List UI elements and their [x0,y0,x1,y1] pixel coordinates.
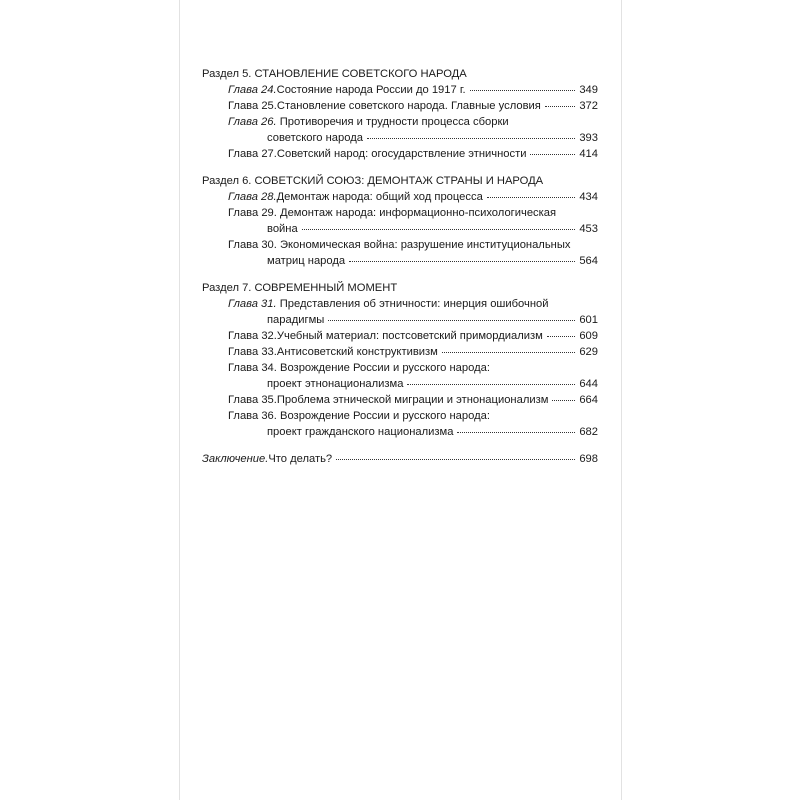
page-number: 682 [579,426,598,438]
chapter-label: Глава 29. [228,207,277,219]
page-number: 393 [579,132,598,144]
chapter-title: Возрождение России и русского народа: [280,410,490,422]
toc-entry [202,344,598,360]
toc-entry [202,98,598,114]
page-number: 372 [579,100,598,112]
chapter-title: Демонтаж народа: общий ход процесса [276,191,483,203]
toc-entry [202,237,598,269]
entry-line [228,237,598,253]
section-title: Раздел 5. СТАНОВЛЕНИЕ СОВЕТСКОГО НАРОДА [202,68,467,80]
chapter-title: проект этнонационализма [267,378,404,390]
entry-line [228,82,598,98]
chapter-title: Антисоветский конструктивизм [276,346,438,358]
chapter-title: Учебный материал: постсоветский примордиализм [276,330,543,342]
chapter-label: Глава 36. [228,410,277,422]
entry-line [228,392,598,408]
page-number: 698 [579,453,598,465]
chapter-label: Глава 26. [228,116,277,128]
entry-line [228,221,598,237]
chapter-label: Глава 28. [228,191,277,203]
page-number: 609 [579,330,598,342]
entry-line [228,312,598,328]
chapter-title: Демонтаж народа: информационно-психологическая [280,207,557,219]
chapter-label: Глава 35. [228,394,277,406]
dot-leader [442,351,575,353]
entry-line [228,146,598,162]
chapter-title: проект гражданского национализма [267,426,454,438]
entry-line [228,424,598,440]
dot-leader [552,399,575,401]
chapter-label: Глава 24. [228,84,277,96]
toc-entry [202,114,598,146]
page-number: 564 [579,255,598,267]
chapter-title: Проблема этнической миграции и этнонационализм [276,394,549,406]
dot-leader [407,383,575,385]
chapter-title: война [267,223,298,235]
toc-entry [202,296,598,328]
entry-line [228,189,598,205]
entry-line [228,344,598,360]
page-right-edge [621,0,622,800]
table-of-contents [202,66,598,467]
page-number: 349 [579,84,598,96]
toc-section [202,280,598,440]
toc-entry [202,146,598,162]
toc-section [202,173,598,269]
chapter-title: Советский народ: огосударствление этничности [276,148,527,160]
dot-leader [487,196,576,198]
chapter-label: Глава 34. [228,362,277,374]
entry-line [228,360,598,376]
dot-leader [545,105,576,107]
dot-leader [457,431,575,433]
page-number: 601 [579,314,598,326]
dot-leader [367,137,575,139]
chapter-title: Противоречия и трудности процесса сборки [279,116,509,128]
chapter-title: Становление советского народа. Главные условия [276,100,541,112]
toc-conclusion [202,451,598,467]
entry-line [228,328,598,344]
page-number: 664 [579,394,598,406]
chapter-label: Глава 25. [228,100,277,112]
chapter-title: советского народа [267,132,363,144]
conclusion-label: Заключение. [202,453,269,465]
conclusion-title: Что делать? [268,453,333,465]
page-number: 434 [579,191,598,203]
chapter-title: Представления об этничности: инерция ошибочной [279,298,549,310]
section-title: Раздел 7. СОВРЕМЕННЫЙ МОМЕНТ [202,282,398,294]
toc-section [202,66,598,162]
dot-leader [302,228,576,230]
page-number: 453 [579,223,598,235]
page-left-edge [179,0,180,800]
chapter-title: Возрождение России и русского народа: [280,362,490,374]
chapter-label: Глава 27. [228,148,277,160]
chapter-title: матриц народа [267,255,346,267]
toc-entry [202,360,598,392]
page-number: 414 [579,148,598,160]
toc-entry [202,392,598,408]
page-number: 629 [579,346,598,358]
entry-line [228,114,598,130]
dot-leader [547,335,576,337]
chapter-title: парадигмы [267,314,325,326]
chapter-label: Глава 32. [228,330,277,342]
dot-leader [470,89,576,91]
section-title: Раздел 6. СОВЕТСКИЙ СОЮЗ: ДЕМОНТАЖ СТРАНЫ И НАРОДА [202,175,544,187]
entry-line [228,253,598,269]
toc-entry [202,205,598,237]
entry-line [228,408,598,424]
chapter-label: Глава 31. [228,298,277,310]
entry-line [228,98,598,114]
entry-line [228,296,598,312]
entry-line [228,130,598,146]
chapter-title: Состояние народа России до 1917 г. [276,84,466,96]
toc-entry [202,82,598,98]
chapter-title: Экономическая война: разрушение институциональных [280,239,571,251]
dot-leader [336,458,575,460]
entry-line [228,376,598,392]
dot-leader [530,153,575,155]
dot-leader [328,319,575,321]
toc-entry [202,408,598,440]
dot-leader [349,260,575,262]
page-number: 644 [579,378,598,390]
toc-entry [202,328,598,344]
entry-line [228,205,598,221]
chapter-label: Глава 30. [228,239,277,251]
chapter-label: Глава 33. [228,346,277,358]
toc-entry [202,189,598,205]
